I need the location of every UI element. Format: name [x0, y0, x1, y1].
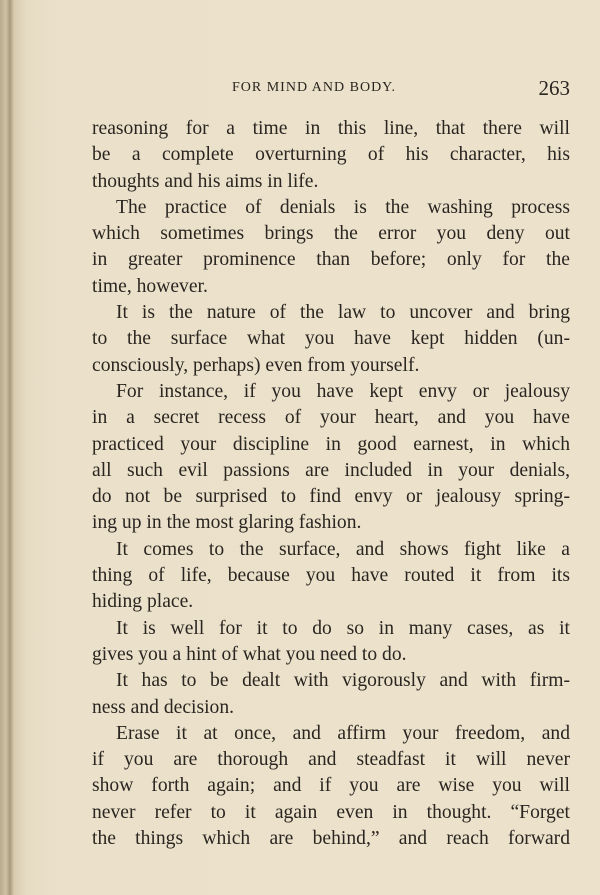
text-line: never refer to it again even in thought. “Forget — [92, 801, 570, 823]
text-line: in greater prominence than before; only for the — [92, 249, 570, 271]
text-line: consciously, perhaps) even from yourself. — [92, 354, 420, 376]
body-text — [92, 116, 570, 852]
text-line: ness and decision. — [92, 696, 235, 718]
text-line: gives you a hint of what you need to do. — [92, 643, 407, 665]
text-line: reasoning for a time in this line, that there will — [92, 118, 570, 139]
text-line: to the surface what you have kept hidden (un- — [92, 328, 570, 350]
text-line: It comes to the surface, and shows fight like a — [116, 538, 570, 560]
text-line: do not be surprised to find envy or jealousy spring- — [92, 486, 570, 508]
text-line: ing up in the most glaring fashion. — [92, 512, 362, 534]
text-line: It has to be dealt with vigorously and with firm- — [116, 670, 570, 692]
text-line: For instance, if you have kept envy or jealousy — [116, 380, 570, 402]
text-line: time, however. — [92, 275, 208, 297]
text-line: thing of life, because you have routed it from its — [92, 565, 570, 587]
text-line: hiding place. — [92, 591, 194, 613]
text-line: which sometimes brings the error you deny out — [92, 223, 570, 245]
text-line: if you are thorough and steadfast it will never — [92, 749, 570, 771]
text-line: practiced your discipline in good earnest, in which — [92, 433, 570, 455]
text-line: The practice of denials is the washing process — [116, 196, 570, 218]
text-line: It is the nature of the law to uncover and bring — [116, 302, 570, 324]
text-line: Erase it at once, and affirm your freedom, and — [116, 722, 570, 744]
text-line: thoughts and his aims in life. — [92, 170, 319, 192]
text-line: show forth again; and if you are wise you will — [92, 775, 570, 797]
text-line: the things which are behind,” and reach forward — [92, 828, 570, 850]
text-line: It is well for it to do so in many cases, as it — [116, 617, 570, 639]
page-header — [92, 78, 570, 102]
text-line: be a complete overturning of his character, his — [92, 144, 570, 166]
text-line: in a secret recess of your heart, and you have — [92, 407, 570, 429]
page-number: 263 — [538, 76, 570, 100]
text-line: all such evil passions are included in your denials, — [92, 459, 570, 481]
running-title: FOR MIND AND BODY. — [232, 80, 396, 95]
